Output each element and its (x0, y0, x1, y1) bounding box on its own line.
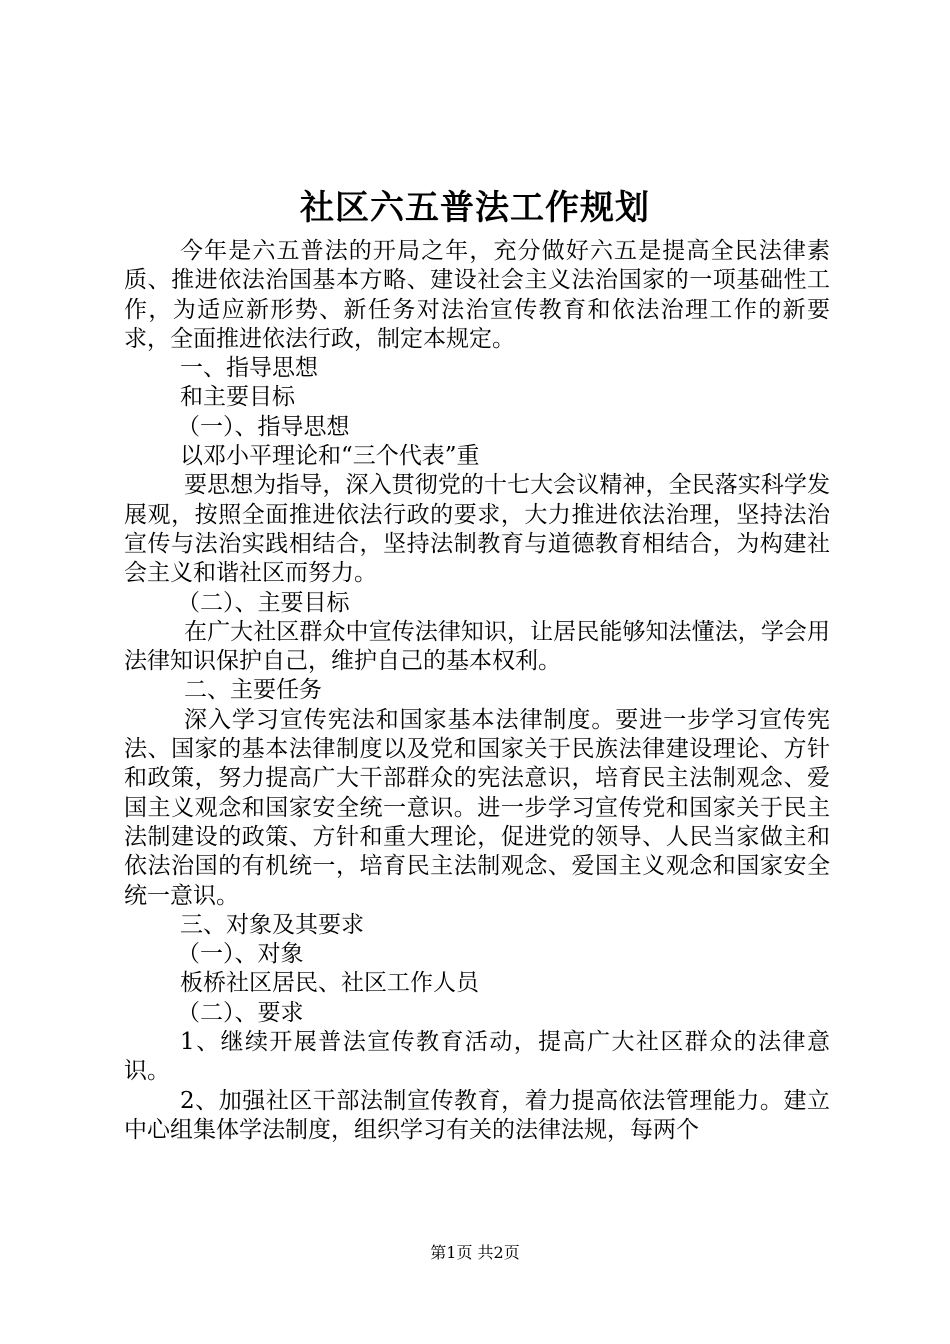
paragraph: 板桥社区居民、社区工作人员 (180, 970, 479, 997)
intro-paragraph: 今年是六五普法的开局之年，充分做好六五是提高全民法律素质、推进依法治国基本方略、建设社会主义法治国家的一项基础性工作，为适应新形势、新任务对法治宣传教育和依法治理工作的新要求，全面推进依法行政，制定本规定。 (124, 238, 830, 352)
list-item: 2、加强社区干部法制宣传教育，着力提高依法管理能力。建立中心组集体学法制度，组织学习有关的法律法规，每两个 (124, 1087, 830, 1143)
subsection-heading-3-1: （一）、对象 (177, 941, 304, 968)
paragraph: 在广大社区群众中宣传法律知识，让居民能够知法懂法，学会用法律知识保护自己，维护自己的基本权利。 (124, 618, 830, 675)
document-body (124, 237, 830, 1145)
section-heading-1-cont: 和主要目标 (180, 384, 295, 411)
page-footer: 第1页 共2页 (430, 1243, 520, 1262)
paragraph: 要思想为指导，深入贯彻党的十七大会议精神，全民落实科学发展观，按照全面推进依法行政的要求，大力推进依法治理，坚持法治宣传与法治实践相结合，坚持法制教育与道德教育相结合，为构建社会主义和谐社区而努力。 (124, 472, 830, 587)
subsection-heading-3-2: （二）、要求 (177, 999, 304, 1026)
section-heading-1: 一、指导思想 (180, 355, 318, 382)
section-heading-3: 三、对象及其要求 (180, 911, 364, 938)
document-title: 社区六五普法工作规划 (300, 188, 650, 228)
subsection-heading-1-2: （二）、主要目标 (177, 589, 350, 616)
paragraph: 深入学习宣传宪法和国家基本法律制度。要进一步学习宣传宪法、国家的基本法律制度以及党和国家关于民族法律建设理论、方针和政策，努力提高广大干部群众的宪法意识，培育民主法制观念、爱国主义观念和国家安全统一意识。进一步学习宣传党和国家关于民主法制建设的政策、方针和重大理论，促进党的领导、人民当家做主和依法治国的有机统一，培育民主法制观念、爱国主义观念和国家安全统一意识。 (124, 706, 830, 909)
paragraph: 以邓小平理论和“三个代表”重 (180, 443, 480, 470)
list-item: 1、继续开展普法宣传教育活动，提高广大社区群众的法律意识。 (124, 1029, 830, 1085)
section-heading-2: 二、主要任务 (184, 677, 322, 704)
subsection-heading-1-1: （一）、指导思想 (177, 413, 350, 440)
